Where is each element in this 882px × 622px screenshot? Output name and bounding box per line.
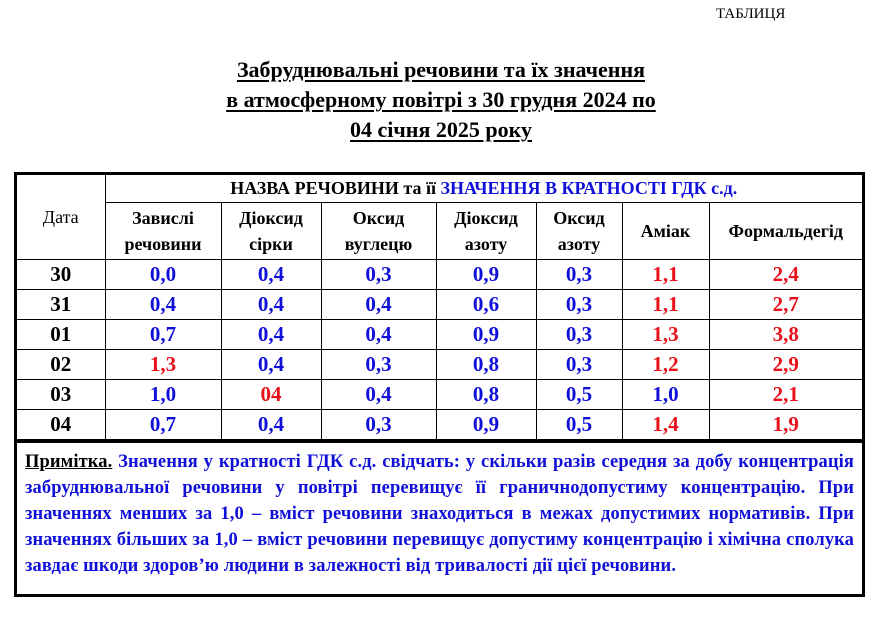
value-cell: 1,0 bbox=[622, 379, 709, 409]
value-cell: 0,9 bbox=[436, 259, 536, 289]
column-header-line-1: Формальдегід bbox=[728, 220, 843, 241]
table-row bbox=[17, 349, 862, 379]
column-header-line-2: речовини bbox=[124, 233, 202, 254]
value-cell: 0,5 bbox=[536, 409, 622, 439]
value-cell: 2,9 bbox=[709, 349, 862, 379]
value-cell: 0,6 bbox=[436, 289, 536, 319]
value-cell: 0,7 bbox=[105, 409, 221, 439]
value-cell: 2,1 bbox=[709, 379, 862, 409]
column-header bbox=[536, 202, 622, 259]
column-header bbox=[321, 202, 436, 259]
value-cell: 0,3 bbox=[321, 349, 436, 379]
value-cell: 0,3 bbox=[321, 259, 436, 289]
date-cell: 30 bbox=[17, 259, 105, 289]
column-header-line-1: Оксид bbox=[553, 207, 605, 228]
group-header-blue: ЗНАЧЕННЯ В КРАТНОСТІ ГДК с.д. bbox=[440, 177, 738, 198]
column-header-line-1: Діоксид bbox=[454, 207, 518, 228]
value-cell: 0,4 bbox=[221, 409, 321, 439]
page-title bbox=[0, 55, 882, 145]
column-header bbox=[221, 202, 321, 259]
column-header-line-2: вуглецю bbox=[344, 233, 413, 254]
column-header-line-2: сірки bbox=[249, 233, 293, 254]
value-cell: 2,7 bbox=[709, 289, 862, 319]
column-header bbox=[436, 202, 536, 259]
value-cell: 04 bbox=[221, 379, 321, 409]
value-cell: 0,9 bbox=[436, 409, 536, 439]
value-cell: 3,8 bbox=[709, 319, 862, 349]
date-cell: 03 bbox=[17, 379, 105, 409]
pollutant-table bbox=[17, 175, 862, 440]
table-row bbox=[17, 289, 862, 319]
value-cell: 2,4 bbox=[709, 259, 862, 289]
value-cell: 0,9 bbox=[436, 319, 536, 349]
value-cell: 1,3 bbox=[622, 319, 709, 349]
value-cell: 0,4 bbox=[321, 289, 436, 319]
column-header bbox=[105, 202, 221, 259]
table-label: ТАБЛИЦЯ bbox=[716, 6, 786, 22]
value-cell: 1,9 bbox=[709, 409, 862, 439]
date-cell: 02 bbox=[17, 349, 105, 379]
group-header-black: НАЗВА РЕЧОВИНИ та її bbox=[230, 177, 441, 198]
date-cell: 04 bbox=[17, 409, 105, 439]
table-row bbox=[17, 409, 862, 439]
value-cell: 0,8 bbox=[436, 349, 536, 379]
value-cell: 0,4 bbox=[105, 289, 221, 319]
title-line-3: 04 січня 2025 року bbox=[350, 117, 532, 142]
column-header-line-2: азоту bbox=[557, 233, 601, 254]
value-cell: 0,0 bbox=[105, 259, 221, 289]
value-cell: 0,4 bbox=[221, 259, 321, 289]
column-header-line-1: Діоксид bbox=[239, 207, 303, 228]
value-cell: 0,4 bbox=[221, 349, 321, 379]
note bbox=[17, 440, 862, 579]
value-cell: 0,4 bbox=[221, 319, 321, 349]
value-cell: 0,8 bbox=[436, 379, 536, 409]
value-cell: 0,7 bbox=[105, 319, 221, 349]
note-text: Значення у кратності ГДК с.д. свідчать: у скільки разів середня за добу концентрація забруднювальної речовини у повітрі перевищує її граничнодопустиму концентрацію. При значеннях менших за 1,0 – вміст речовини знаходиться в межах допустимих нормативів. При значеннях більших за 1,0 – вміст речовини перевищує допустиму концентрацію і хімічна сполука завдає шкоди здоров’ю людини в залежності від тривалості дії цієї речовини. bbox=[25, 451, 854, 576]
value-cell: 0,3 bbox=[536, 289, 622, 319]
column-header bbox=[622, 202, 709, 259]
value-cell: 1,1 bbox=[622, 259, 709, 289]
date-cell: 31 bbox=[17, 289, 105, 319]
value-cell: 0,5 bbox=[536, 379, 622, 409]
table-row bbox=[17, 259, 862, 289]
value-cell: 0,4 bbox=[221, 289, 321, 319]
value-cell: 0,3 bbox=[321, 409, 436, 439]
column-header-line-1: Аміак bbox=[640, 220, 691, 241]
value-cell: 1,1 bbox=[622, 289, 709, 319]
date-column-header: Дата bbox=[17, 175, 105, 259]
value-cell: 0,3 bbox=[536, 259, 622, 289]
title-line-2: в атмосферному повітрі з 30 грудня 2024 по bbox=[226, 87, 656, 112]
value-cell: 0,3 bbox=[536, 319, 622, 349]
value-cell: 0,4 bbox=[321, 319, 436, 349]
value-cell: 1,3 bbox=[105, 349, 221, 379]
value-cell: 1,4 bbox=[622, 409, 709, 439]
column-header-line-1: Оксид bbox=[352, 207, 405, 228]
pollutant-table-container bbox=[14, 172, 865, 597]
value-cell: 0,4 bbox=[321, 379, 436, 409]
table-row bbox=[17, 379, 862, 409]
column-header-line-1: Завислі bbox=[132, 207, 194, 228]
date-cell: 01 bbox=[17, 319, 105, 349]
table-row bbox=[17, 319, 862, 349]
value-cell: 0,3 bbox=[536, 349, 622, 379]
group-header bbox=[105, 175, 862, 202]
note-lead: Примітка. bbox=[25, 451, 113, 472]
value-cell: 1,2 bbox=[622, 349, 709, 379]
title-line-1: Забруднювальні речовини та їх значення bbox=[236, 57, 646, 82]
value-cell: 1,0 bbox=[105, 379, 221, 409]
column-header-line-2: азоту bbox=[464, 233, 508, 254]
column-header bbox=[709, 202, 862, 259]
